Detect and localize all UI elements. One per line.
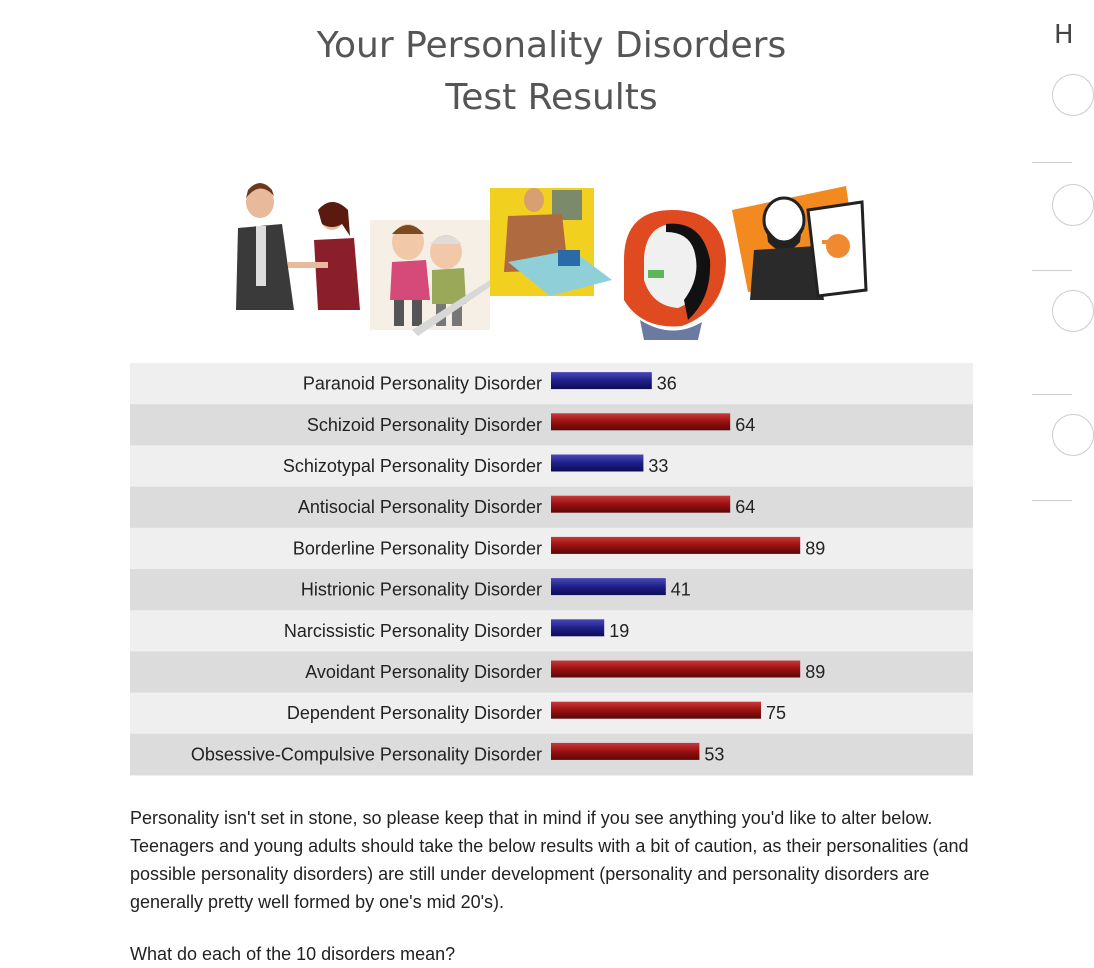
personality-illustrations-icon (232, 180, 872, 340)
page-title-line-1: Your Personality Disorders (316, 25, 787, 66)
sidebar-divider (1032, 500, 1072, 501)
sidebar-heading: H (1054, 20, 1074, 50)
bar (551, 537, 800, 554)
category-label: Dependent Personality Disorder (286, 703, 542, 724)
category-label: Obsessive-Compulsive Personality Disorder (190, 744, 542, 765)
sidebar-circle-3[interactable] (1052, 290, 1094, 332)
sidebar-circle-2[interactable] (1052, 184, 1094, 226)
page-title-line-2: Test Results (445, 77, 658, 118)
value-label: 33 (648, 456, 669, 476)
couple-figure-icon (236, 183, 360, 310)
sidebar-circle-4[interactable] (1052, 414, 1094, 456)
results-bar-chart (130, 363, 973, 775)
page-title (130, 20, 973, 124)
bar (551, 743, 699, 760)
bar (551, 496, 730, 513)
value-label: 64 (735, 497, 756, 518)
category-label: Histrionic Personality Disorder (300, 579, 542, 600)
sidebar-circle-1[interactable] (1052, 74, 1094, 116)
mood-profile-icon (624, 210, 726, 340)
bar (551, 413, 730, 430)
disorders-meaning-question: What do each of the 10 disorders mean? (130, 944, 456, 964)
value-label: 53 (704, 744, 725, 765)
category-label: Paranoid Personality Disorder (302, 373, 542, 394)
value-label: 89 (805, 662, 826, 682)
bar (551, 619, 604, 636)
bar (551, 578, 666, 595)
value-label: 41 (670, 579, 691, 600)
sidebar-divider (1032, 394, 1072, 395)
artist-figure-icon (732, 186, 866, 300)
man-at-desk-icon (490, 188, 612, 296)
category-label: Avoidant Personality Disorder (305, 662, 542, 682)
intro-paragraph: Personality isn't set in stone, so please keep that in mind if you see anything you'd like to alter below. Teenagers and young adults should take the below results with a bit of caution, as their personalities (and possible personality disorders) are still under development (personality and personality disorders are generally pretty well formed by one's mid 20's). (130, 808, 969, 912)
bar (551, 661, 800, 678)
right-sidebar (1030, 0, 1074, 520)
value-label: 75 (766, 703, 787, 724)
category-label: Antisocial Personality Disorder (297, 497, 542, 518)
elderly-helper-icon (370, 220, 494, 336)
sidebar-divider (1032, 270, 1072, 271)
bar (551, 455, 643, 472)
category-label: Narcissistic Personality Disorder (283, 620, 542, 641)
bar (551, 702, 761, 719)
category-label: Schizotypal Personality Disorder (282, 456, 542, 476)
category-label: Borderline Personality Disorder (292, 538, 542, 559)
sidebar-divider (1032, 162, 1072, 163)
value-label: 89 (805, 538, 826, 559)
category-label: Schizoid Personality Disorder (306, 414, 542, 435)
value-label: 36 (656, 373, 677, 394)
value-label: 64 (735, 414, 756, 435)
value-label: 19 (609, 620, 630, 641)
bar (551, 372, 652, 389)
